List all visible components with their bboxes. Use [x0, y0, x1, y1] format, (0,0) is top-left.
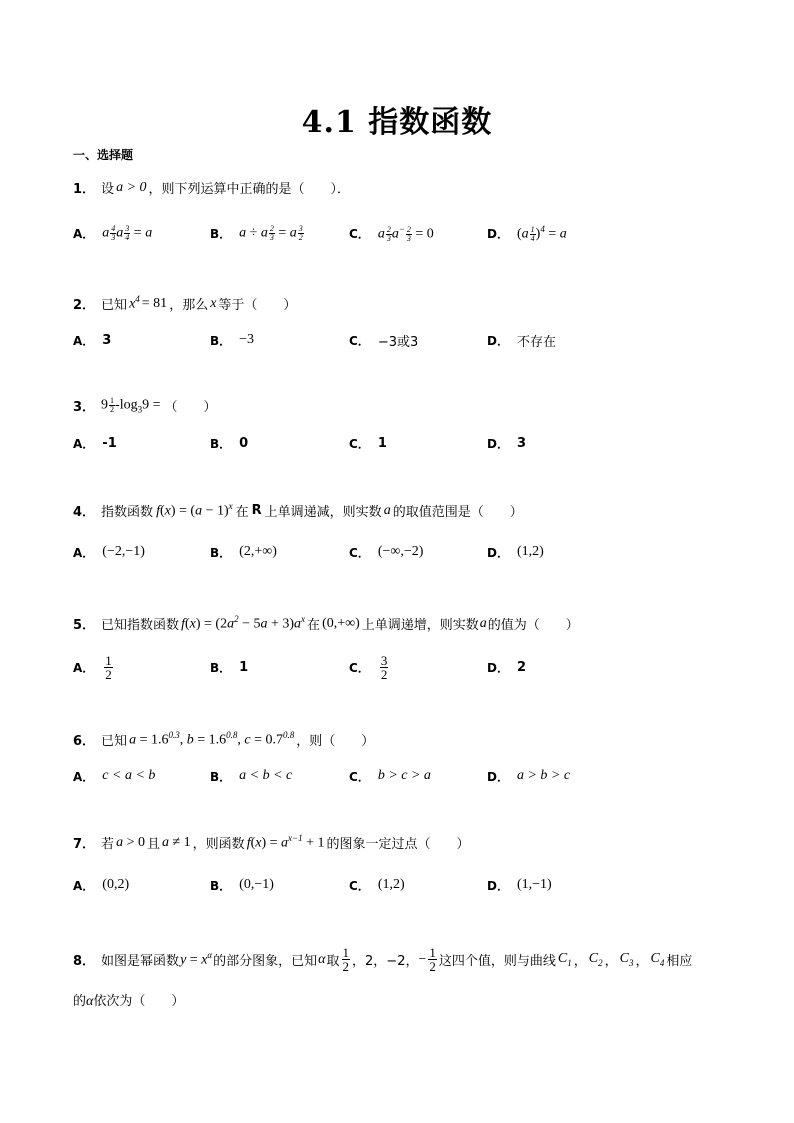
option-d[interactable]: D． 2 — [487, 659, 527, 675]
question-3-options — [73, 428, 733, 458]
option-a[interactable]: A． $\frac{1}{2}$ — [73, 652, 112, 682]
option-c[interactable]: C． (1,2) — [349, 877, 405, 893]
question-6-options — [73, 761, 733, 791]
option-c[interactable]: C． a $\frac{2}{3}$ a− $\frac{2}{3}$ = 0 — [349, 223, 434, 243]
option-a[interactable]: A． 3 — [73, 332, 112, 348]
question-1-options — [73, 218, 733, 248]
option-d[interactable]: D． (a $\frac{1}{4}$ )$^4$ = a — [487, 223, 567, 243]
question-5: 5． 已知指数函数 $f(x) = (2a^2 - 5a + 3)a^x$ 在 (0,+∞) 上单调递增，则实数 a 的值为（ ） — [73, 614, 579, 633]
option-b[interactable]: B． 0 — [210, 435, 249, 451]
option-c[interactable]: C． b > c > a — [349, 768, 431, 784]
question-7: 7． 若 a > 0 且 a ≠ 1 ，则函数 $f(x) = a^{x-1} + 1$ 的图象一定过点（ ） — [73, 833, 470, 852]
option-b[interactable]: B． −3 — [210, 332, 255, 348]
option-d[interactable]: D． (1,−1) — [487, 877, 552, 893]
question-3: 3． 9 $\frac{1}{2}$ $-\log_39$ = （ ） — [73, 395, 217, 415]
question-1: 1． 设 a > 0 ，则下列运算中正确的是（ ）． — [73, 179, 351, 197]
option-c[interactable]: C． (−∞,−2) — [349, 544, 424, 560]
question-number: 1． — [73, 182, 96, 197]
page-title: 4.1 指数函数 — [301, 105, 493, 140]
question-5-options — [73, 652, 733, 682]
option-b[interactable]: B． a < b < c — [210, 768, 293, 784]
option-a[interactable]: A． (0,2) — [73, 877, 130, 893]
option-a[interactable]: A． c < a < b — [73, 768, 156, 784]
question-2-options — [73, 325, 733, 355]
question-2: 2． 已知 $x^4$ = 81 ，那么 x 等于（ ） — [73, 294, 297, 313]
question-7-options — [73, 870, 733, 900]
option-a[interactable]: A． (−2,−1) — [73, 544, 145, 560]
option-c[interactable]: C． −3或3 — [349, 333, 419, 350]
option-a[interactable]: A． -1 — [73, 435, 117, 451]
question-6: 6． 已知 $a = 1.6^{0.3}$, $b = 1.6^{0.8}$, $c = 0.7^{0.8}$ ，则（ ） — [73, 730, 375, 749]
question-4-options — [73, 537, 733, 567]
option-a[interactable]: A． a $\frac{4}{3}$ a $\frac{3}{4}$ = a — [73, 223, 153, 242]
section-heading: 一、选择题 — [73, 148, 134, 162]
option-b[interactable]: B． (0,−1) — [210, 877, 274, 893]
option-d[interactable]: D． (1,2) — [487, 544, 544, 560]
option-d[interactable]: D． a > b > c — [487, 768, 571, 784]
question-4: 4． 指数函数 $f(x) = (a - 1)^x$ 在 R 上单调递减，则实数 a 的取值范围是（ ） — [73, 501, 523, 520]
option-b[interactable]: B． (2,+∞) — [210, 544, 277, 560]
question-8-line-2: 的α依次为（ ） — [73, 994, 185, 1009]
option-c[interactable]: C． 1 — [349, 435, 387, 451]
option-b[interactable]: B． a ÷ a $\frac{2}{3}$ = a $\frac{3}{2}$ — [210, 223, 303, 242]
option-b[interactable]: B． 1 — [210, 659, 249, 675]
option-d[interactable]: D． 不存在 — [487, 333, 556, 350]
option-c[interactable]: C． $\frac{3}{2}$ — [349, 652, 388, 682]
question-8: 8． 如图是幂函数 $y = x^\alpha$ 的部分图象，已知 α 取 $\frac{1}{2}$ ，2，−2， − $\frac{1}{2}$ 这四个值，则与曲线 $C_1$ ， $C_2$ ， $C_3$ ， $C_4$ 相应 — [73, 945, 693, 974]
option-d[interactable]: D． 3 — [487, 435, 527, 451]
